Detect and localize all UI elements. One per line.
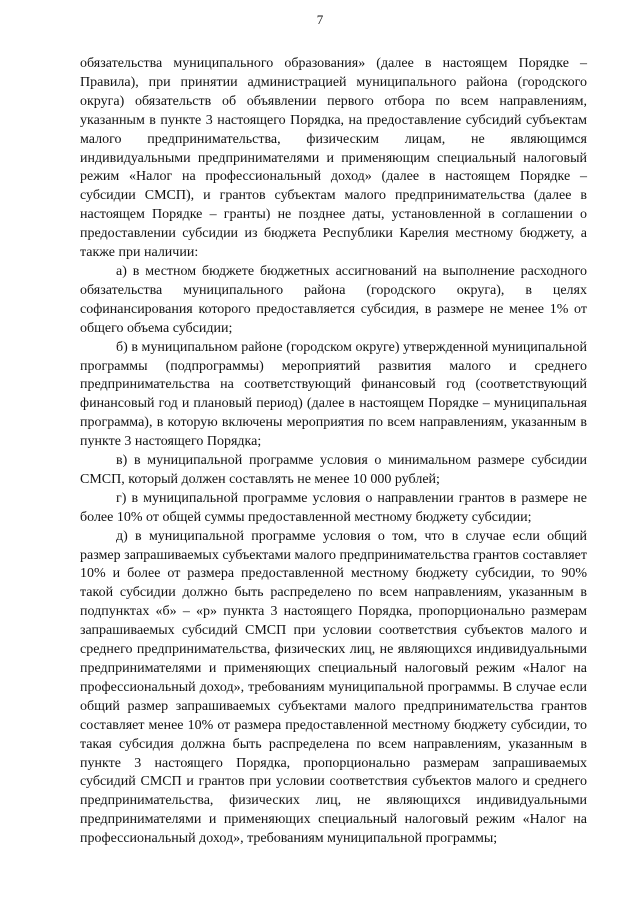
paragraph-continuation: обязательства муниципального образования» (далее в настоящем Порядке – Правила), при принятии администрацией муниципального района (городского округа) обязательств об объявлении первого отбора по всем направлениям, указанным в пункте 3 настоящего Порядка, на предоставление субсидий субъектам малого предпринимательства, физическим лицам, не являющимся индивидуальными предпринимателями и применяющим специальный налоговый режим «Налог на профессиональный доход» (далее в настоящем Порядке – субсидии СМСП), и грантов субъектам малого предпринимательства (далее в настоящем Порядке – гранты) не позднее даты, установленной в соглашении о предоставлении субсидии из бюджета Республики Карелия местному бюджету, а также при наличии:: [80, 56, 587, 261]
paragraph-item-b: б) в муниципальном районе (городском округе) утвержденной муниципальной программы (подпрограммы) мероприятий развития малого и среднего предпринимательства на соответствующий финансовый год (соответствующий финансовый год и плановый период) (далее в настоящем Порядке – муниципальная программа), в которую включены мероприятия по всем направлениям, указанным в пункте 3 настоящего Порядка;: [80, 339, 587, 450]
paragraph-item-v: в) в муниципальной программе условия о минимальном размере субсидии СМСП, который должен составлять не менее 10 000 рублей;: [80, 453, 587, 487]
page-number: 7: [316, 12, 324, 27]
document-body: [80, 55, 587, 849]
paragraph-item-g: г) в муниципальной программе условия о направлении грантов в размере не более 10% от общей суммы предоставленной местному бюджету субсидии;: [80, 490, 587, 525]
paragraph-item-d: д) в муниципальной программе условия о том, что в случае если общий размер запрашиваемых субъектами малого предпринимательства грантов составляет 10% и более от размера предоставленной местному бюджету субсидии, то 90% такой субсидии должно быть распределено по всем направлениям, указанным в подпунктах «б» – «р» пункта 3 настоящего Порядка, пропорционально размерам запрашиваемых субсидий СМСП при условии соответствия субъектов малого и среднего предпринимательства, физических лиц, не являющихся индивидуальными предпринимателями и применяющих специальный налоговый режим «Налог на профессиональный доход», требованиям муниципальной программы. В случае если общий размер запрашиваемых субъектами малого предпринимательства грантов составляет менее 10% от размера предоставленной местному бюджету субсидии, то такая субсидия должна быть распределена по всем направлениям, указанным в пункте 3 настоящего Порядка, пропорционально размерам запрашиваемых субсидий СМСП и грантов при условии соответствия субъектов малого и среднего предпринимательства, физических лиц, не являющихся индивидуальными предпринимателями и применяющих специальный налоговый режим «Налог на профессиональный доход», требованиям муниципальной программы;: [80, 528, 587, 847]
paragraph-item-a: а) в местном бюджете бюджетных ассигнований на выполнение расходного обязательства муниципального района (городского округа), в целях софинансирования которого предоставляется субсидия, в размере не менее 1% от общего объема субсидии;: [80, 263, 587, 336]
